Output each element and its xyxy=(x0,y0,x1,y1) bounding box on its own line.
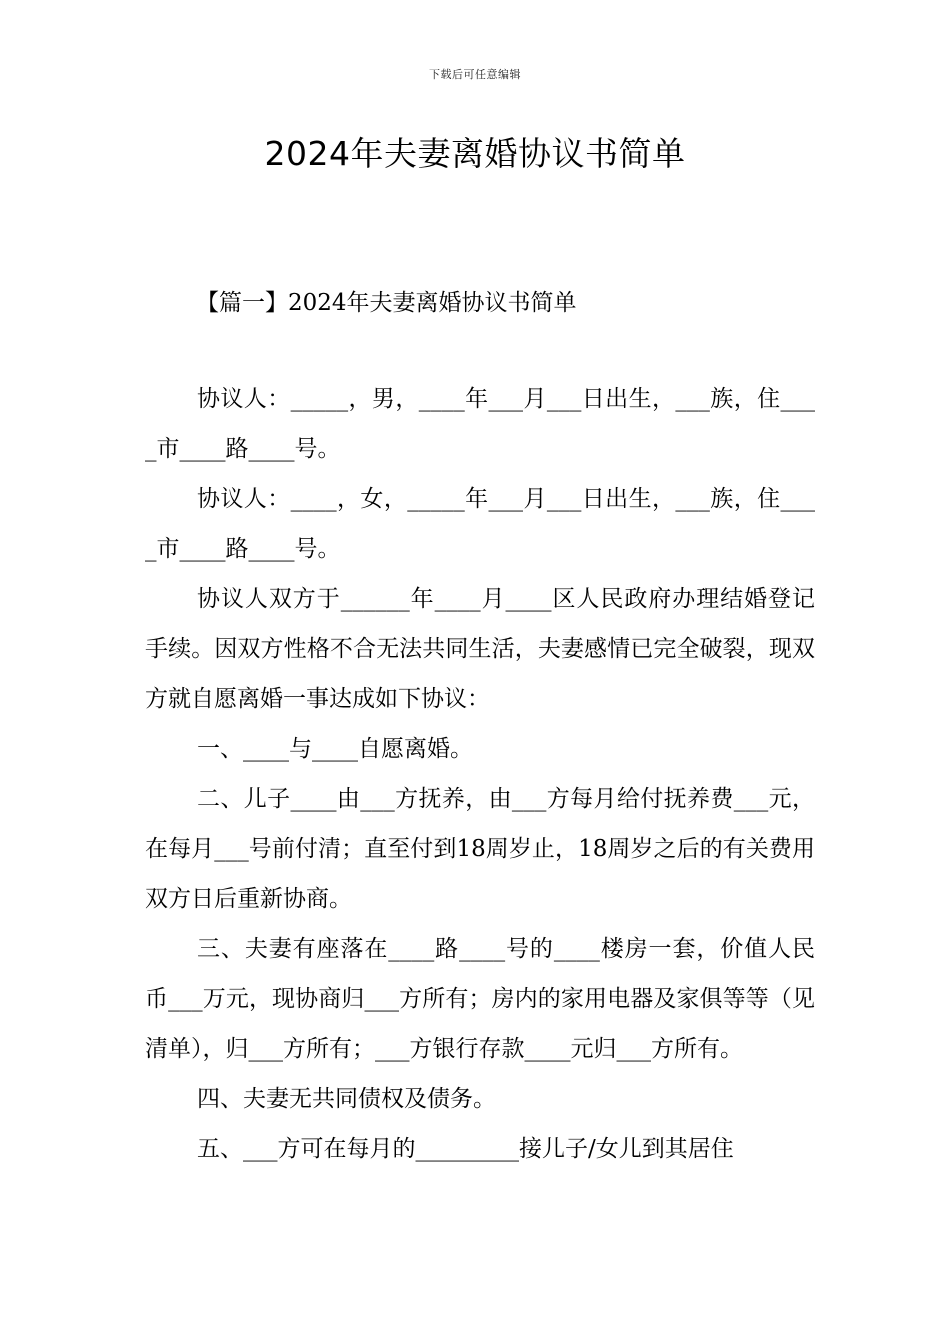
paragraph-party-male: 协议人：_____，男，____年___月___日出生，___族，住____市____路____号。 xyxy=(145,386,815,462)
paragraph-clause-2: 二、儿子____由___方抚养，由___方每月给付抚养费___元，在每月___号前付清；直至付到18周岁止，18周岁之后的有关费用双方日后重新协商。 xyxy=(145,786,815,912)
paragraph-clause-3: 三、夫妻有座落在____路____号的____楼房一套，价值人民币___万元，现协商归___方所有；房内的家用电器及家俱等等（见清单），归___方所有；___方银行存款____元归___方所有。 xyxy=(145,936,815,1062)
paragraph-clause-4: 四、夫妻无共同债权及债务。 xyxy=(197,1086,496,1112)
section-title: 【篇一】2024年夫妻离婚协议书简单 xyxy=(196,290,577,316)
header-note: 下载后可任意编辑 xyxy=(429,68,521,81)
paragraph-clause-1: 一、____与____自愿离婚。 xyxy=(197,736,473,762)
document-title: 2024年夫妻离婚协议书简单 xyxy=(264,134,686,173)
paragraph-party-female: 协议人：____，女，_____年___月___日出生，___族，住____市____路____号。 xyxy=(145,486,815,562)
paragraph-clause-5: 五、___方可在每月的_________接儿子/女儿到其居住 xyxy=(197,1136,734,1162)
paragraph-marriage-background: 协议人双方于______年____月____区人民政府办理结婚登记手续。因双方性格不合无法共同生活，夫妻感情已完全破裂，现双方就自愿离婚一事达成如下协议： xyxy=(145,586,815,712)
document-body xyxy=(145,374,815,1174)
